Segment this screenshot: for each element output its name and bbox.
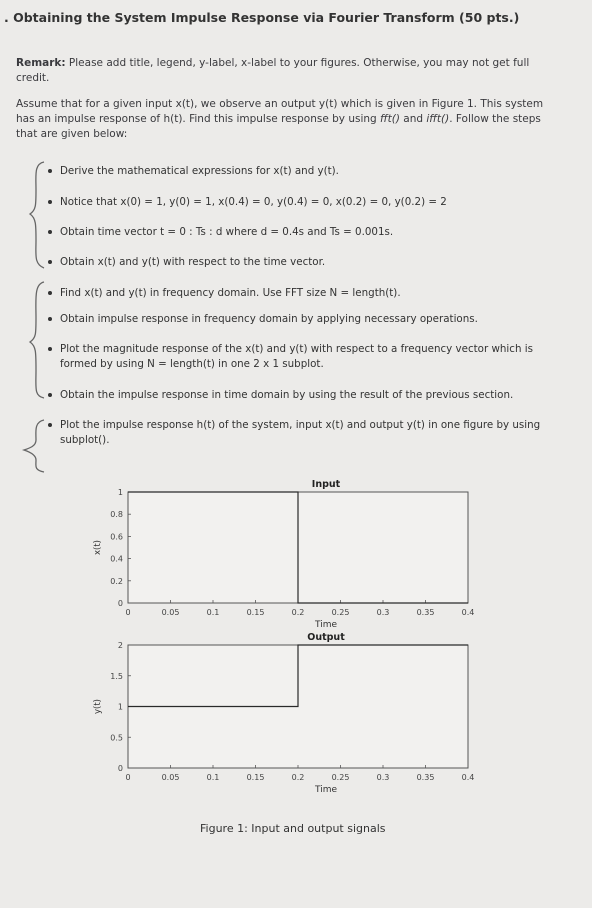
y-tick-label: 0 (117, 599, 123, 608)
y-tick-label: 1 (117, 488, 123, 497)
step-item: Obtain the impulse response in time domain by using the result of the previous section. (48, 388, 568, 403)
x-axis-label: Time (314, 785, 338, 795)
x-tick-label: 0.2 (291, 773, 305, 782)
x-tick-label: 0.15 (246, 608, 265, 617)
x-tick-label: 0.1 (206, 773, 220, 782)
y-axis-label: x(t) (93, 540, 103, 555)
intro-and: and (399, 113, 427, 125)
fft-function: fft() (380, 113, 400, 125)
ifft-function: ifft() (426, 113, 450, 125)
step-item: Find x(t) and y(t) in frequency domain. Use FFT size N = length(t). (48, 286, 568, 301)
y-tick-label: 0.8 (110, 510, 123, 520)
x-tick-label: 0.05 (161, 608, 180, 617)
x-tick-label: 0.05 (161, 773, 180, 782)
x-tick-label: 0.4 (461, 773, 475, 782)
x-tick-label: 0.3 (376, 773, 390, 782)
remark-label: Remark: (16, 57, 66, 69)
x-tick-label: 0.25 (331, 773, 350, 782)
x-tick-label: 0.1 (206, 608, 220, 617)
remark-text: Please add title, legend, y-label, x-label to your figures. Otherwise, you may not get full credit. (16, 57, 530, 84)
y-axis-label: y(t) (93, 699, 103, 714)
y-tick-label: 1.5 (110, 671, 123, 681)
intro-text-2: . Follow the steps that are given below: (16, 113, 541, 140)
y-tick-label: 0.2 (110, 576, 123, 586)
step-item: Plot the magnitude response of the x(t) and y(t) with respect to a frequency vector which is formed by using N = length(t) in one 2 x 1 subplot. (48, 342, 568, 372)
intro-text-1: Assume that for a given input x(t), we observe an output y(t) which is given in Figure 1. This system has an impulse response of h(t). Find this impulse response by using (16, 98, 544, 125)
subplot-title: Output (307, 632, 345, 643)
y-tick-label: 0.6 (110, 532, 123, 542)
x-axis-label: Time (314, 620, 338, 630)
step-item: Obtain x(t) and y(t) with respect to the time vector. (48, 255, 568, 270)
x-tick-label: 0.25 (331, 608, 350, 617)
x-tick-label: 0.4 (461, 608, 475, 617)
y-tick-label: 1 (117, 702, 123, 712)
y-tick-label: 0.4 (110, 554, 123, 564)
step-item: Plot the impulse response h(t) of the system, input x(t) and output y(t) in one figure by using subplot(). (48, 418, 568, 448)
figure-caption: Figure 1: Input and output signals (200, 822, 386, 835)
y-tick-label: 0 (117, 764, 123, 773)
x-tick-label: 0 (125, 608, 131, 617)
x-tick-label: 0 (125, 773, 131, 782)
x-tick-label: 0.35 (416, 773, 435, 782)
step-item: Obtain time vector t = 0 : Ts : d where d = 0.4s and Ts = 0.001s. (48, 225, 568, 240)
step-item: Derive the mathematical expressions for x(t) and y(t). (48, 164, 568, 179)
step-item: Obtain impulse response in frequency domain by applying necessary operations. (48, 312, 568, 327)
x-tick-label: 0.3 (376, 608, 390, 617)
x-tick-label: 0.35 (416, 608, 435, 617)
subplot-title: Input (311, 479, 341, 490)
y-tick-label: 2 (117, 641, 123, 650)
x-tick-label: 0.15 (246, 773, 265, 782)
step-item: Notice that x(0) = 1, y(0) = 1, x(0.4) = 0, y(0.4) = 0, x(0.2) = 0, y(0.2) = 2 (48, 195, 568, 210)
x-tick-label: 0.2 (291, 608, 305, 617)
section-heading: . Obtaining the System Impulse Response via Fourier Transform (50 pts.) (4, 10, 520, 25)
y-tick-label: 0.5 (110, 733, 123, 743)
